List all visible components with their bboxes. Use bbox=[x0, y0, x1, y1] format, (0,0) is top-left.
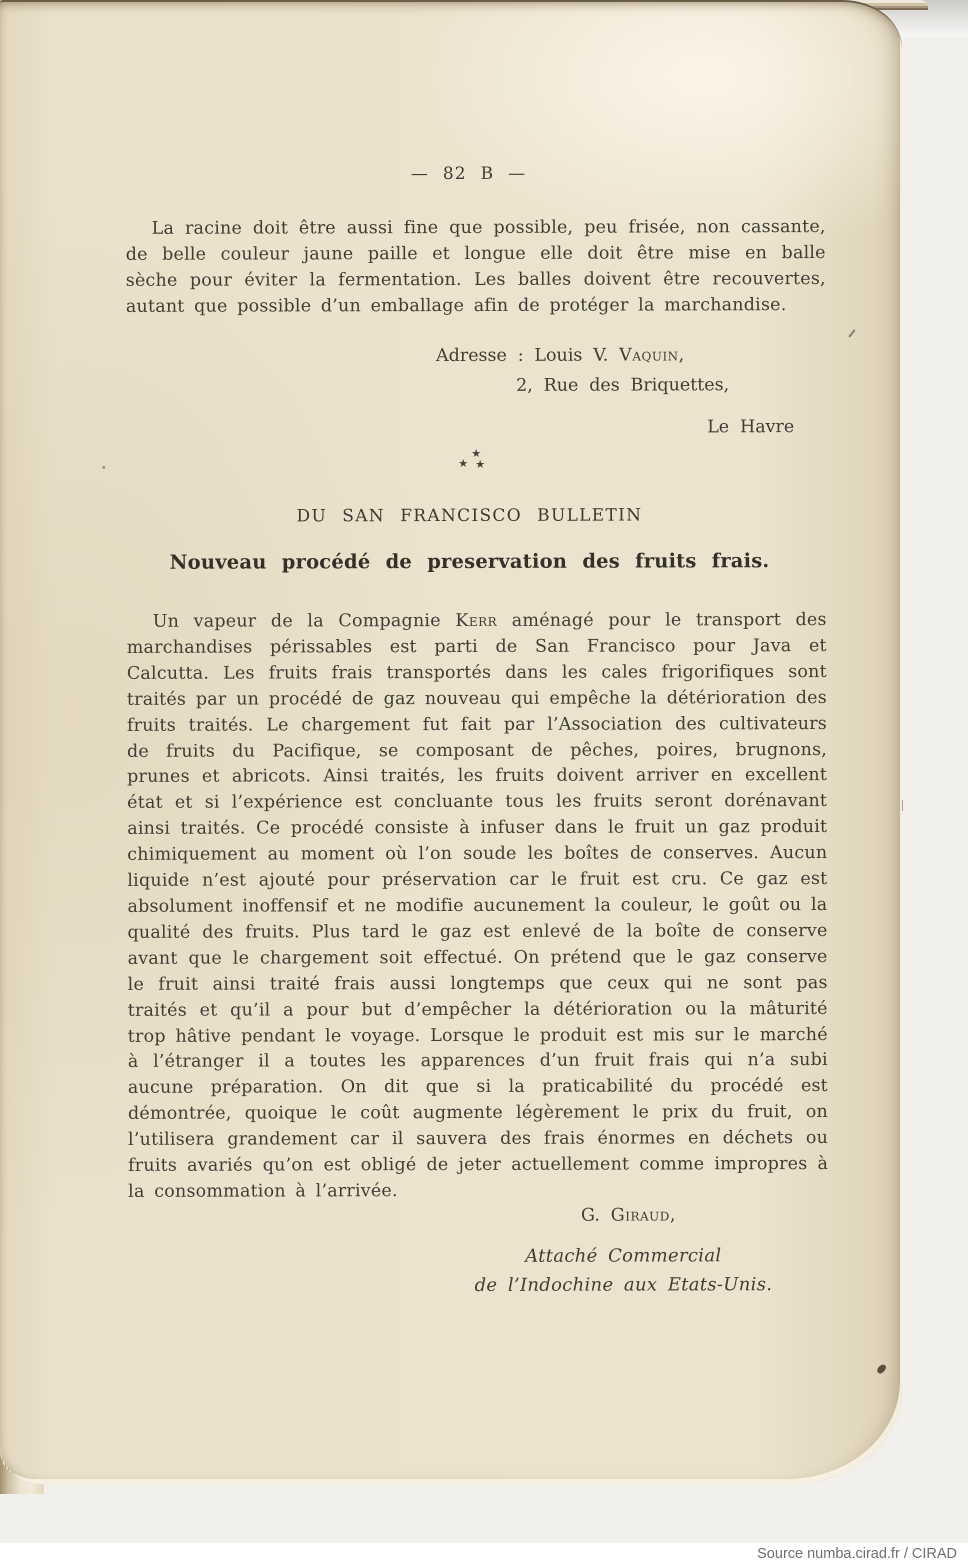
page-number: — 82 B — bbox=[410, 163, 527, 185]
address-line-street: 2, Rue des Briquettes, bbox=[516, 375, 730, 396]
signature-initial: G. bbox=[580, 1205, 611, 1226]
address-line-city: Le Havre bbox=[707, 417, 795, 438]
article-title: Nouveau procédé de preservation des fruits frais. bbox=[169, 549, 770, 574]
page-content bbox=[0, 1, 904, 1485]
asterism-divider bbox=[458, 448, 518, 476]
intro-paragraph: La racine doit être aussi fine que possible, peu frisée, non cassante, de belle couleur jaune paille et longue elle doit être mise en balle sèche pour éviter la fermentation. Les balles doivent être recouvertes, autant que possible d’un emballage afin de protéger la marchandise. bbox=[125, 217, 826, 317]
signature-title-line1: Attaché Commercial bbox=[525, 1245, 722, 1267]
article-source-heading: DU SAN FRANCISCO BULLETIN bbox=[296, 505, 643, 527]
address-label: Adresse : Louis V. bbox=[435, 345, 620, 367]
article-body-start: Un vapeur de la Compagnie bbox=[152, 610, 456, 632]
signature-name bbox=[428, 1205, 828, 1226]
star-icon: ★ bbox=[471, 446, 482, 460]
address-line-name bbox=[436, 345, 684, 366]
star-icon: ★ bbox=[458, 456, 469, 470]
address-surname: Vaquin bbox=[619, 345, 679, 366]
article-body-rest: aménagé pour le transport des marchandises périssables est parti de San Francisco pour Java et Calcutta. Les fruits frais transportés dans les cales frigorifiques sont traités par un procédé de gaz nouveau qui empêche la détérioration des fruits traités. Le chargement fut fait par l’Association des cultivateurs de fruits du Pacifique, se composant de pêches, poires, brugnons, prunes et abricots. Ainsi traités, les fruits doivent arriver en excellent état et si l’expérience est concluante tous les fruits seront dorénavant ainsi traités. Ce procédé consiste à infuser dans le fruit un gaz produit chimiquement au moment où l’on soude les boîtes de conserves. Aucun liquide n’est ajouté pour préservation car le fruit est cru. Ce gaz est absolument inoffensif et ne modifie aucunement la couleur, le goût ou la qualité des fruits. Plus tard le gaz est enlevé de la boîte de conserve avant que le chargement soit effectué. On prétend que le gaz conserve le fruit ainsi traité frais aussi longtemps que ceux qui ne sont pas traités et qu’il a pour but d’empêcher la détérioration ou la mâturité trop hâtive pendant le voyage. Lorsque le produit est mis sur le marché à l’étranger il a toutes les apparences d’un fruit frais qui n’a subi aucune préparation. On dit que si la praticabilité du procédé est démontrée, quoique le coût augmente légèrement le prix du fruit, on l’utilisera grandement car il sauvera des frais énormes en déchets ou fruits avariés qu’on est obligé de jeter actuellement comme impropres à la consommation à l’arrivée. bbox=[126, 610, 829, 1202]
signature-surname: Giraud bbox=[610, 1205, 670, 1226]
star-icon: ★ bbox=[475, 457, 486, 471]
company-name: Kerr bbox=[455, 610, 498, 631]
address-name-suffix: , bbox=[678, 345, 685, 366]
signature-title bbox=[423, 1241, 823, 1300]
article-body bbox=[127, 608, 829, 1206]
source-attribution-bar bbox=[0, 1543, 968, 1567]
signature-suffix: , bbox=[669, 1205, 676, 1226]
paper-speck bbox=[102, 466, 105, 469]
signature-title-line2: de l’Indochine aux Etats-Unis. bbox=[474, 1274, 773, 1296]
paper-speck bbox=[848, 329, 855, 337]
source-attribution-text: Source numba.cirad.fr / CIRAD bbox=[757, 1546, 957, 1562]
